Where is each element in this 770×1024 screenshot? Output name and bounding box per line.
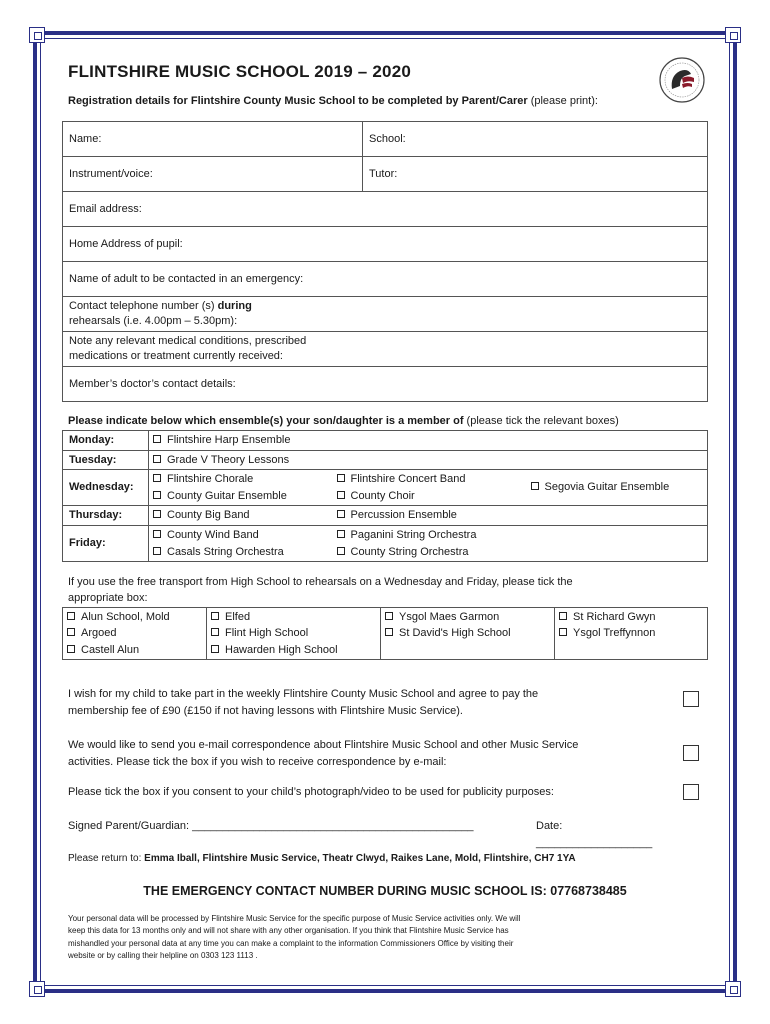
- checkbox[interactable]: [337, 530, 345, 538]
- checkbox[interactable]: [153, 435, 161, 443]
- day-label: Wednesday:: [63, 470, 149, 506]
- page-subtitle: Registration details for Flintshire County Music School to be completed by Parent/Carer (please print):: [68, 95, 598, 107]
- medical-conditions-field[interactable]: Note any relevant medical conditions, prescribed medications or treatment currently received:: [63, 332, 708, 367]
- checkbox[interactable]: [385, 612, 393, 620]
- photo-consent: Please tick the box if you consent to your child’s photograph/video to be used for publicity purposes:: [68, 786, 554, 798]
- ensemble-option-group[interactable]: County Wind Band Casals String Orchestra: [149, 526, 333, 562]
- music-service-logo-icon: [658, 56, 706, 104]
- day-label: Friday:: [63, 526, 149, 562]
- emergency-contact-field[interactable]: Name of adult to be contacted in an emergency:: [63, 262, 708, 297]
- day-label: Thursday:: [63, 506, 149, 526]
- email-consent: We would like to send you e-mail correspondence about Flintshire Music School and other Music Service activities. Please tick the box if you wish to receive correspondence by e-mail:: [68, 739, 579, 769]
- membership-checkbox[interactable]: [683, 691, 699, 707]
- checkbox[interactable]: [153, 474, 161, 482]
- ensemble-table: [62, 430, 708, 562]
- checkbox[interactable]: [153, 510, 161, 518]
- corner-ornament: [725, 981, 741, 997]
- privacy-notice: Your personal data will be processed by Flintshire Music Service for the specific purpose of Music Service activities only. We will keep this data for 13 months only and will not share with any other organisation. If you think that Flintshire Music Service has mishandled your personal data at any time you can make a complaint to the information Commissioners Office by visiting their website or by calling their helpline on 0303 123 1113 .: [68, 914, 521, 961]
- ensemble-option[interactable]: Percussion Ensemble: [333, 506, 708, 526]
- home-address-field[interactable]: Home Address of pupil:: [63, 227, 708, 262]
- checkbox[interactable]: [559, 628, 567, 636]
- instrument-field[interactable]: Instrument/voice:: [63, 157, 363, 192]
- ensemble-option[interactable]: Grade V Theory Lessons: [149, 450, 708, 470]
- name-field[interactable]: Name:: [63, 122, 363, 157]
- checkbox[interactable]: [337, 491, 345, 499]
- ensemble-heading: Please indicate below which ensemble(s) your son/daughter is a member of (please tick the relevant boxes): [68, 415, 619, 427]
- ensemble-option[interactable]: Flintshire Harp Ensemble: [149, 431, 708, 451]
- membership-agreement: I wish for my child to take part in the weekly Flintshire County Music School and agree to pay the membership fee of £90 (£150 if not having lessons with Flintshire Music Service).: [68, 688, 539, 718]
- ensemble-option[interactable]: Segovia Guitar Ensemble: [527, 470, 708, 506]
- checkbox[interactable]: [153, 491, 161, 499]
- transport-option-group[interactable]: St Richard Gwyn Ysgol Treffynnon: [555, 607, 708, 660]
- ensemble-option-group[interactable]: Flintshire Concert Band County Choir: [333, 470, 527, 506]
- checkbox[interactable]: [67, 612, 75, 620]
- registration-details-table: [62, 121, 708, 402]
- checkbox[interactable]: [337, 510, 345, 518]
- checkbox[interactable]: [153, 547, 161, 555]
- ensemble-option-group[interactable]: Paganini String Orchestra County String Orchestra: [333, 526, 708, 562]
- transport-heading: If you use the free transport from High School to rehearsals on a Wednesday and Friday, please tick the appropriate box:: [68, 576, 573, 604]
- checkbox[interactable]: [337, 474, 345, 482]
- date-line[interactable]: Date: ___________________: [536, 820, 653, 850]
- checkbox[interactable]: [531, 482, 539, 490]
- tutor-field[interactable]: Tutor:: [363, 157, 708, 192]
- checkbox[interactable]: [559, 612, 567, 620]
- transport-option-group[interactable]: Ysgol Maes Garmon St David's High School: [381, 607, 555, 660]
- page-title: FLINTSHIRE MUSIC SCHOOL 2019 – 2020: [68, 62, 412, 81]
- checkbox[interactable]: [67, 628, 75, 636]
- transport-option-group[interactable]: Elfed Flint High School Hawarden High School: [207, 607, 381, 660]
- ensemble-option-group[interactable]: Flintshire Chorale County Guitar Ensemble: [149, 470, 333, 506]
- checkbox[interactable]: [153, 530, 161, 538]
- checkbox[interactable]: [153, 455, 161, 463]
- corner-ornament: [29, 981, 45, 997]
- doctor-details-field[interactable]: Member’s doctor’s contact details:: [63, 367, 708, 402]
- corner-ornament: [29, 27, 45, 43]
- corner-ornament: [725, 27, 741, 43]
- signature-line[interactable]: Signed Parent/Guardian: ______________________________________________ Date: ___________________: [68, 818, 672, 835]
- email-consent-checkbox[interactable]: [683, 745, 699, 761]
- checkbox[interactable]: [385, 628, 393, 636]
- checkbox[interactable]: [211, 628, 219, 636]
- day-label: Monday:: [63, 431, 149, 451]
- checkbox[interactable]: [211, 612, 219, 620]
- checkbox[interactable]: [211, 645, 219, 653]
- photo-consent-checkbox[interactable]: [683, 784, 699, 800]
- form-content: [62, 56, 710, 660]
- transport-table: [62, 607, 708, 661]
- checkbox[interactable]: [67, 645, 75, 653]
- emergency-number: THE EMERGENCY CONTACT NUMBER DURING MUSIC SCHOOL IS: 07768738485: [143, 884, 627, 898]
- checkbox[interactable]: [337, 547, 345, 555]
- return-address: Please return to: Emma Iball, Flintshire Music Service, Theatr Clwyd, Raikes Lane, Mold, Flintshire, CH7 1YA: [68, 853, 576, 864]
- transport-option-group[interactable]: Alun School, Mold Argoed Castell Alun: [63, 607, 207, 660]
- ensemble-option[interactable]: County Big Band: [149, 506, 333, 526]
- email-field[interactable]: Email address:: [63, 192, 708, 227]
- contact-phone-field[interactable]: Contact telephone number (s) during rehearsals (i.e. 4.00pm – 5.30pm):: [63, 297, 708, 332]
- day-label: Tuesday:: [63, 450, 149, 470]
- school-field[interactable]: School:: [363, 122, 708, 157]
